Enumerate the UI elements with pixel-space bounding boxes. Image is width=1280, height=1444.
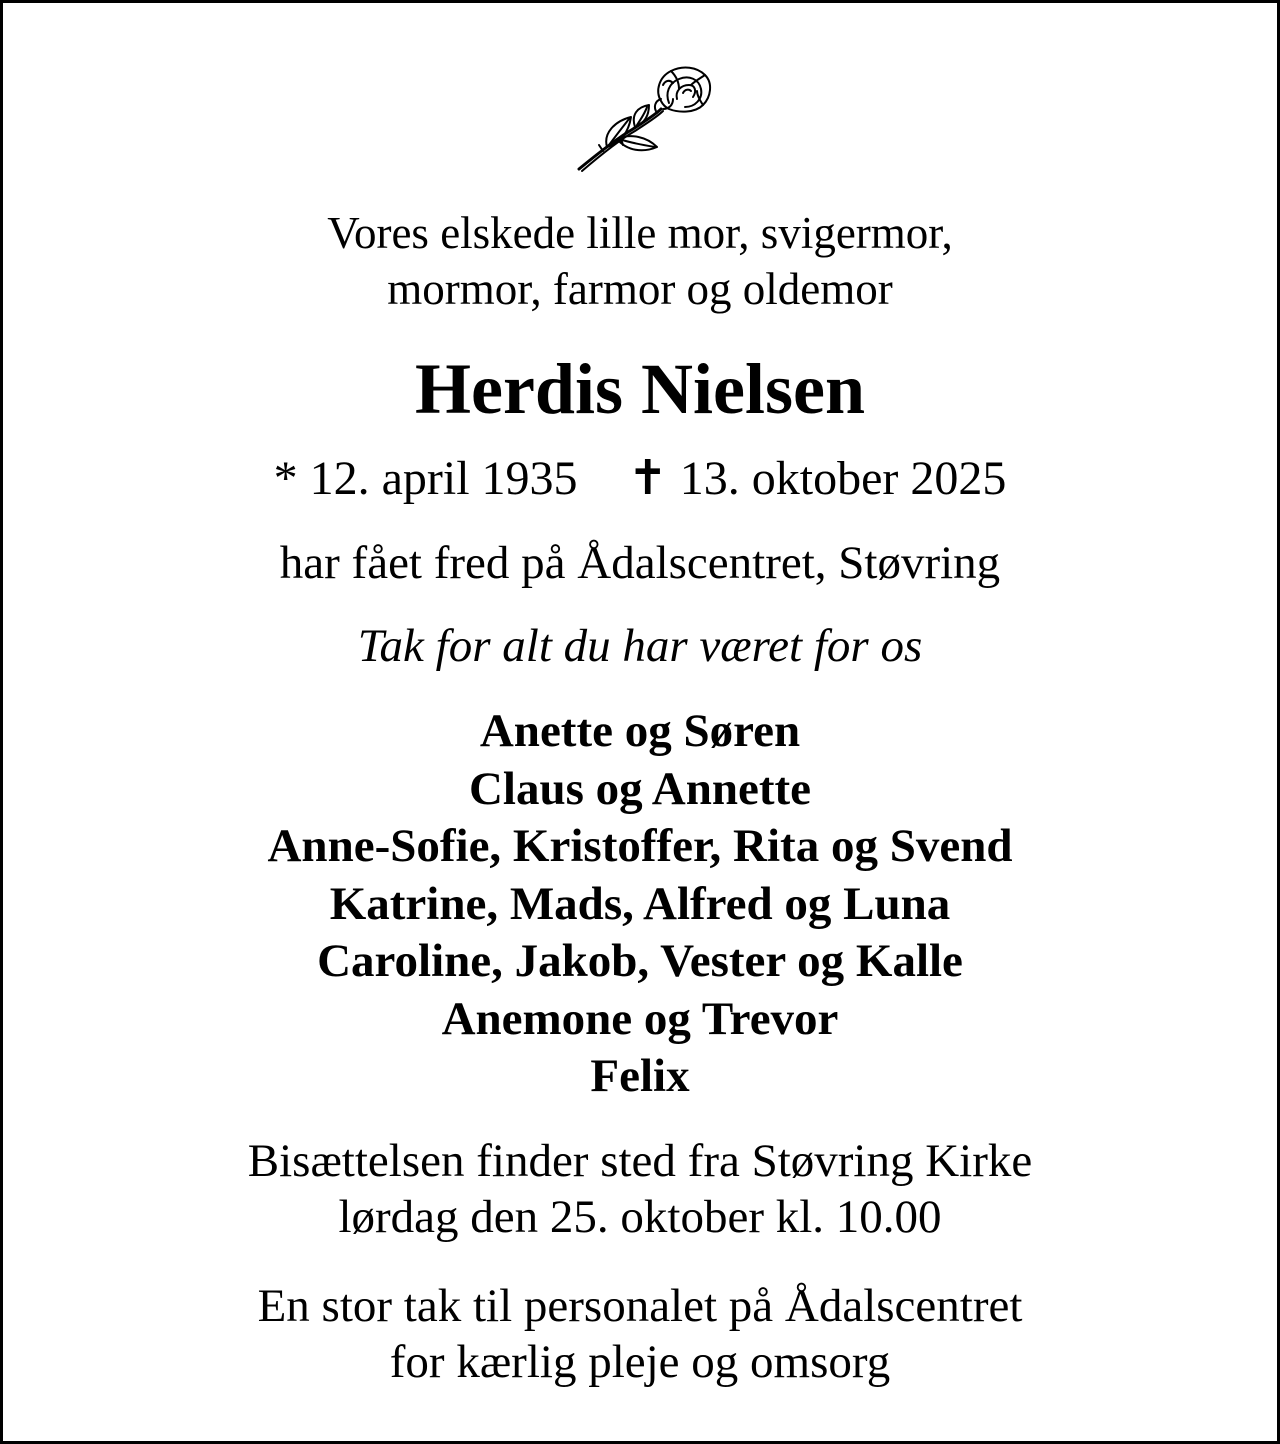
intro-text	[3, 205, 1277, 317]
thanks-line-2: for kærlig pleje og omsorg	[389, 1336, 891, 1388]
rose-icon	[573, 63, 717, 175]
thanks-line-1: En stor tak til personalet på Ådalscentret	[257, 1280, 1023, 1332]
funeral-line-1: Bisættelsen finder sted fra Støvring Kirke	[247, 1135, 1033, 1187]
thanks-note	[3, 1278, 1277, 1390]
intro-line-2: mormor, farmor og oldemor	[387, 264, 893, 314]
family-member: Caroline, Jakob, Vester og Kalle	[317, 935, 963, 987]
life-dates	[3, 451, 1277, 507]
family-member: Claus og Annette	[468, 762, 812, 815]
farewell-quote: Tak for alt du har været for os	[357, 620, 923, 672]
intro-line-1: Vores elskede lille mor, svigermor,	[327, 208, 953, 258]
family-member: Felix	[590, 1050, 690, 1102]
family-member: Anette og Søren	[479, 705, 801, 757]
funeral-info	[3, 1133, 1277, 1245]
funeral-line-2: lørdag den 25. oktober kl. 10.00	[338, 1191, 942, 1243]
place-of-death: har fået fred på Ådalscentret, Støvring	[279, 537, 1001, 589]
family-member: Katrine, Mads, Alfred og Luna	[329, 877, 951, 930]
family-list	[3, 703, 1277, 1106]
birth-date: * 12. april 1935	[273, 452, 578, 505]
family-member: Anne-Sofie, Kristoffer, Rita og Svend	[267, 820, 1013, 872]
deceased-name: Herdis Nielsen	[415, 349, 865, 429]
family-member: Anemone og Trevor	[441, 992, 839, 1045]
death-date: ✝ 13. oktober 2025	[627, 452, 1007, 505]
